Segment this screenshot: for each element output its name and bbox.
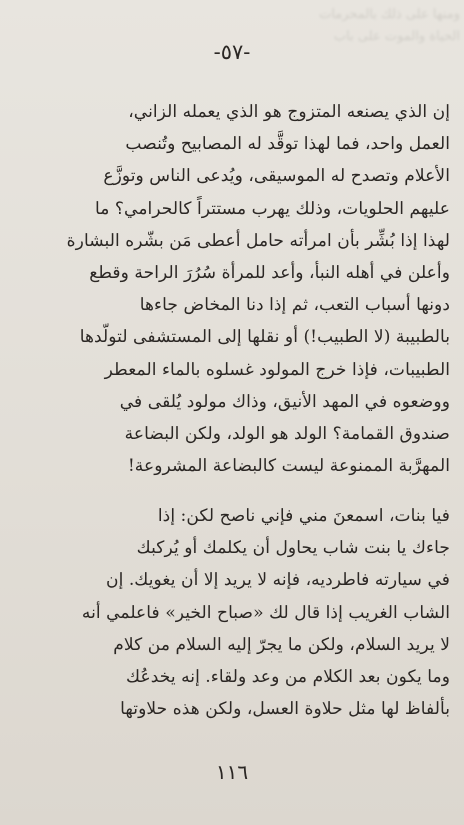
text-line: المهرَّبة الممنوعة ليست كالبضاعة المشروعة! xyxy=(127,456,450,477)
text-line: وأعلن في أهله النبأ، وأعد للمرأة سُرُرَ الراحة وقطع xyxy=(89,263,450,284)
text-line: إن الذي يصنعه المتزوج هو الذي يعمله الزاني، xyxy=(128,102,450,122)
paragraph xyxy=(18,96,450,482)
text-line: العمل واحد، فما لهذا توقَّد له المصابيح وتُنصب xyxy=(125,134,450,155)
text-line: بالطبيبة (لا الطبيب!) أو نقلها إلى المستشفى لتولّدها xyxy=(79,327,450,348)
text-line: بألفاظ لها مثل حلاوة العسل، ولكن هذه حلاوتها xyxy=(120,699,450,720)
text-line: فيا بنات، اسمعنَ مني فإني ناصح لكن: إذا xyxy=(157,506,450,526)
text-line: ووضعوه في المهد الأنيق، وذاك مولود يُلقى في xyxy=(119,391,450,412)
text-line: عليهم الحلويات، وذلك يهرب مستتراً كالحرامي؟ ما xyxy=(94,198,450,219)
text-line: دونها أسباب التعب، ثم إذا دنا المخاض جاءها xyxy=(139,295,450,316)
text-line: الطبيبات، فإذا خرج المولود غسلوه بالماء المعطر xyxy=(104,359,450,380)
text-line: في سيارته فاطرديه، فإنه لا يريد إلا أن يغويك. إن xyxy=(105,570,450,591)
section-number: -٥٧- xyxy=(213,40,251,64)
page-number: ١١٦ xyxy=(215,760,249,784)
bleed-line: الحياة والموت على باب xyxy=(333,29,460,44)
text-line: جاءك يا بنت شاب يحاول أن يكلمك أو يُركبك xyxy=(136,538,450,559)
paragraph xyxy=(18,500,450,725)
text-line: صندوق القمامة؟ الولد هو الولد، ولكن البضاعة xyxy=(124,424,450,445)
text-line: وما يكون بعد الكلام من وعد ولقاء. إنه يخدعُك xyxy=(125,667,450,688)
text-line: لهذا إذا بُشِّر بأن امرأته حامل أعطى مَن بشّره البشارة xyxy=(66,230,450,251)
bleed-line: ومنها على ذلك بالمحرمات xyxy=(319,7,460,22)
text-line: الشاب الغريب إذا قال لك «صباح الخير» فاعلمي أنه xyxy=(81,602,450,623)
text-line: لا يريد السلام، ولكن ما يجرّ إليه السلام من كلام xyxy=(113,634,450,655)
text-line: الأعلام وتصدح له الموسيقى، ويُدعى الناس وتوزَّع xyxy=(103,166,450,187)
